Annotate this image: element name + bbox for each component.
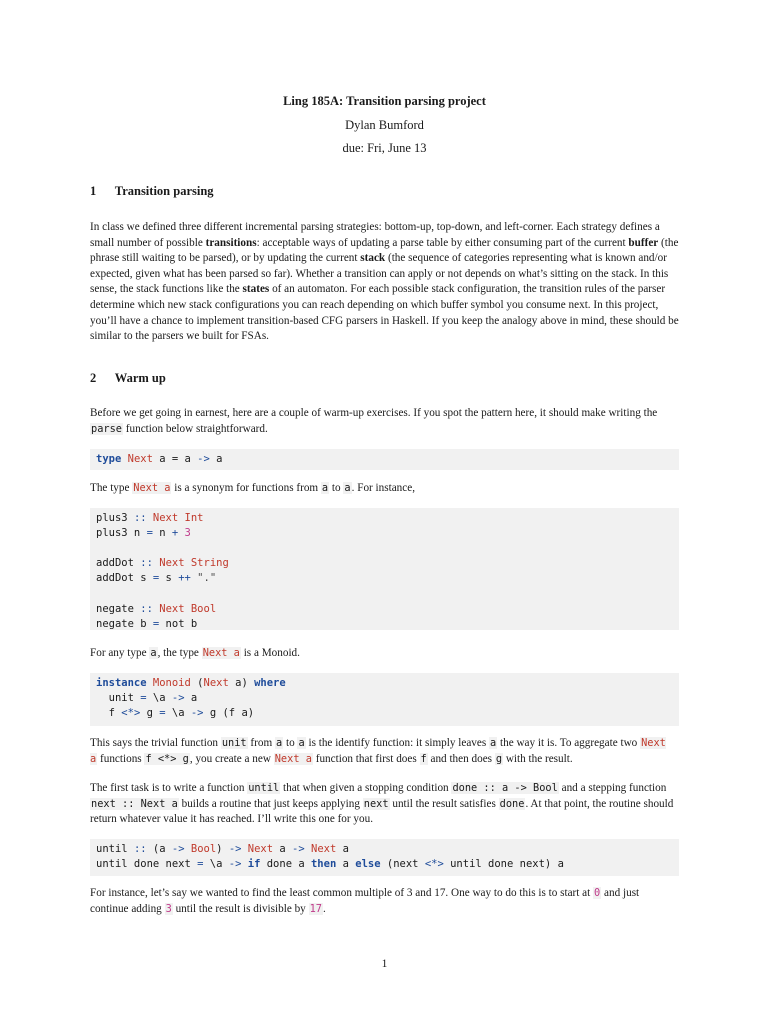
paragraph-lcm-example: For instance, let’s say we wanted to find the least common multiple of 3 and 17. One way to do this is to start at 0 and just continue adding 3 until the result is divisible by 17. [90,887,640,915]
code-block-type-next: type Next a = a -> a [90,449,679,470]
document-title: Ling 185A: Transition parsing project [283,94,486,108]
paragraph-unit-explanation: This says the trivial function unit from a to a is the identify function: it simply leaves a the way it is. To aggregate two Next a functions f <*> g, you create a new Next a function that first does f and then does g with the result. [90,737,666,765]
section-number: 1 [90,184,97,198]
section-heading-1 [90,184,214,199]
paragraph-next-synonym: The type Next a is a synonym for functions from a to a. For instance, [90,482,416,494]
paragraph-warmup: Before we get going in earnest, here are a couple of warm-up exercises. If you spot the pattern here, it should make writing the parse function below straightforward. [90,407,658,435]
paragraph-until-task: The first task is to write a function until that when given a stopping condition done :: a -> Bool and a stepping function next :: Next a builds a routine that just keeps applying next until the result satisfies done. At that point, the routine should return whatever value it has reached. I’ll write this one for you. [90,782,674,826]
section-title: Warm up [114,371,166,385]
code-block-until: until :: (a -> Bool) -> Next a -> Next a until done next = \a -> if done a then a else (next <*> until done next) a [90,839,679,876]
code-block-examples: plus3 :: Next Int plus3 n = n + 3 addDot :: Next String addDot s = s ++ "." negate :: Next Bool negate b = not b [90,508,679,630]
author-name: Dylan Bumford [345,118,424,132]
due-date: due: Fri, June 13 [342,141,427,155]
paragraph-intro: In class we defined three different incremental parsing strategies: bottom-up, top-down, and left-corner. Each strategy defines a small number of possible transitions: acceptable ways of updating a parse table by either consuming part of the current buffer (the phrase still waiting to be parsed), or by updating the current stack (the sequence of categories representing what is known and/or expected, given what has been parsed so far). Whether a transition can apply or not depends on what’s sitting on the stack. In this sense, the stack functions like the states of an automaton. For each possible stack configuration, the transition rules of the parser determine which new stack configurations you can reach depending on which buffer symbol you consume next. In this project, you’ll have a chance to implement transition-based CFG parsers in Haskell. If you keep the analogy above in mind, these should be similar to the parsers we built for FSAs. [90,221,679,343]
section-title: Transition parsing [114,184,214,198]
page-number: 1 [381,958,388,970]
code-block-monoid: instance Monoid (Next a) where unit = \a -> a f <*> g = \a -> g (f a) [90,673,679,726]
section-number: 2 [90,371,97,385]
section-heading-2 [90,371,166,386]
paragraph-monoid: For any type a, the type Next a is a Monoid. [90,647,300,659]
